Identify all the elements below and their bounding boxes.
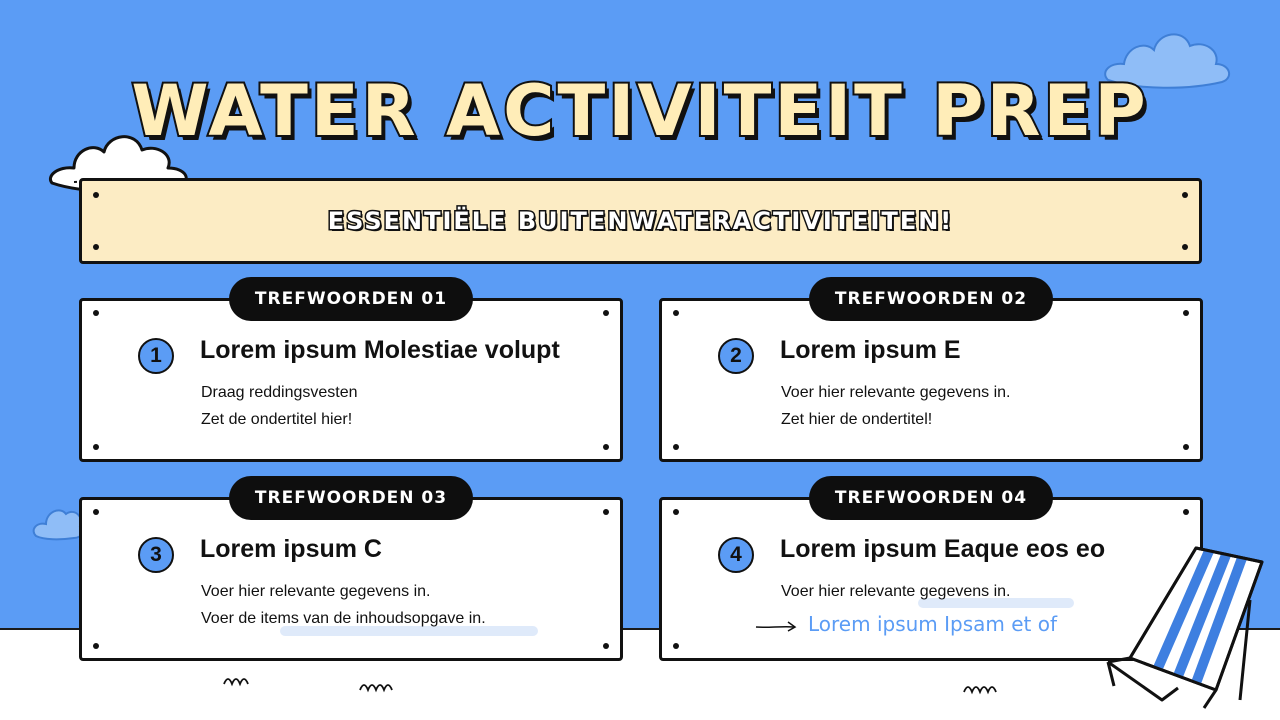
card-heading: Lorem ipsum E [780,336,961,364]
cloud-icon-small [30,496,86,540]
keyword-card-1 [79,289,623,462]
corner-dot [93,310,99,316]
card-heading: Lorem ipsum Molestiae volupt [200,336,560,364]
corner-dot [673,444,679,450]
keyword-tag: TREFWOORDEN 01 [229,277,473,321]
corner-dot [673,643,679,649]
card-number-badge: 2 [718,338,754,374]
keyword-card-2 [659,289,1203,462]
page-title: WATER ACTIVITEIT PREP [131,70,1149,152]
corner-dot [673,310,679,316]
corner-dot [603,509,609,515]
card-line-1: Voer hier relevante gegevens in. [781,583,1011,600]
card-number-badge: 3 [138,537,174,573]
corner-dot [1183,509,1189,515]
corner-dot [93,192,99,198]
card-line-2: Zet de ondertitel hier! [201,411,353,428]
keyword-tag: TREFWOORDEN 04 [809,476,1053,520]
corner-dot [1182,244,1188,250]
grass-squiggle-icon [962,680,998,694]
corner-dot [603,643,609,649]
corner-dot [93,509,99,515]
corner-dot [673,509,679,515]
corner-dot [93,643,99,649]
card-line-1: Voer hier relevante gegevens in. [781,384,1011,401]
corner-dot [603,444,609,450]
grass-squiggle-icon [358,678,394,692]
corner-dot [93,244,99,250]
keyword-card-3 [79,488,623,661]
card-number-badge: 4 [718,537,754,573]
keyword-tag: TREFWOORDEN 03 [229,476,473,520]
card-line-1: Voer hier relevante gegevens in. [201,583,431,600]
card-line-2: Zet hier de ondertitel! [781,411,933,428]
banner-text: ESSENTIËLE BUITENWATERACTIVITEITEN! [327,207,954,235]
subtitle-banner [79,178,1202,264]
keyword-tag: TREFWOORDEN 02 [809,277,1053,321]
corner-dot [603,310,609,316]
handwritten-note: Lorem ipsum Ipsam et of [808,612,1058,636]
card-line-2: Voer de items van de inhoudsopgave in. [201,610,486,627]
grass-squiggle-icon [222,672,252,686]
card-number-badge: 1 [138,338,174,374]
arrow-right-icon [754,620,798,634]
corner-dot [1182,192,1188,198]
card-heading: Lorem ipsum Eaque eos eo [780,535,1106,563]
card-heading: Lorem ipsum C [200,535,382,563]
corner-dot [93,444,99,450]
card-line-1: Draag reddingsvesten [201,384,358,401]
beach-chair-icon [1100,540,1270,710]
corner-dot [1183,444,1189,450]
corner-dot [1183,310,1189,316]
